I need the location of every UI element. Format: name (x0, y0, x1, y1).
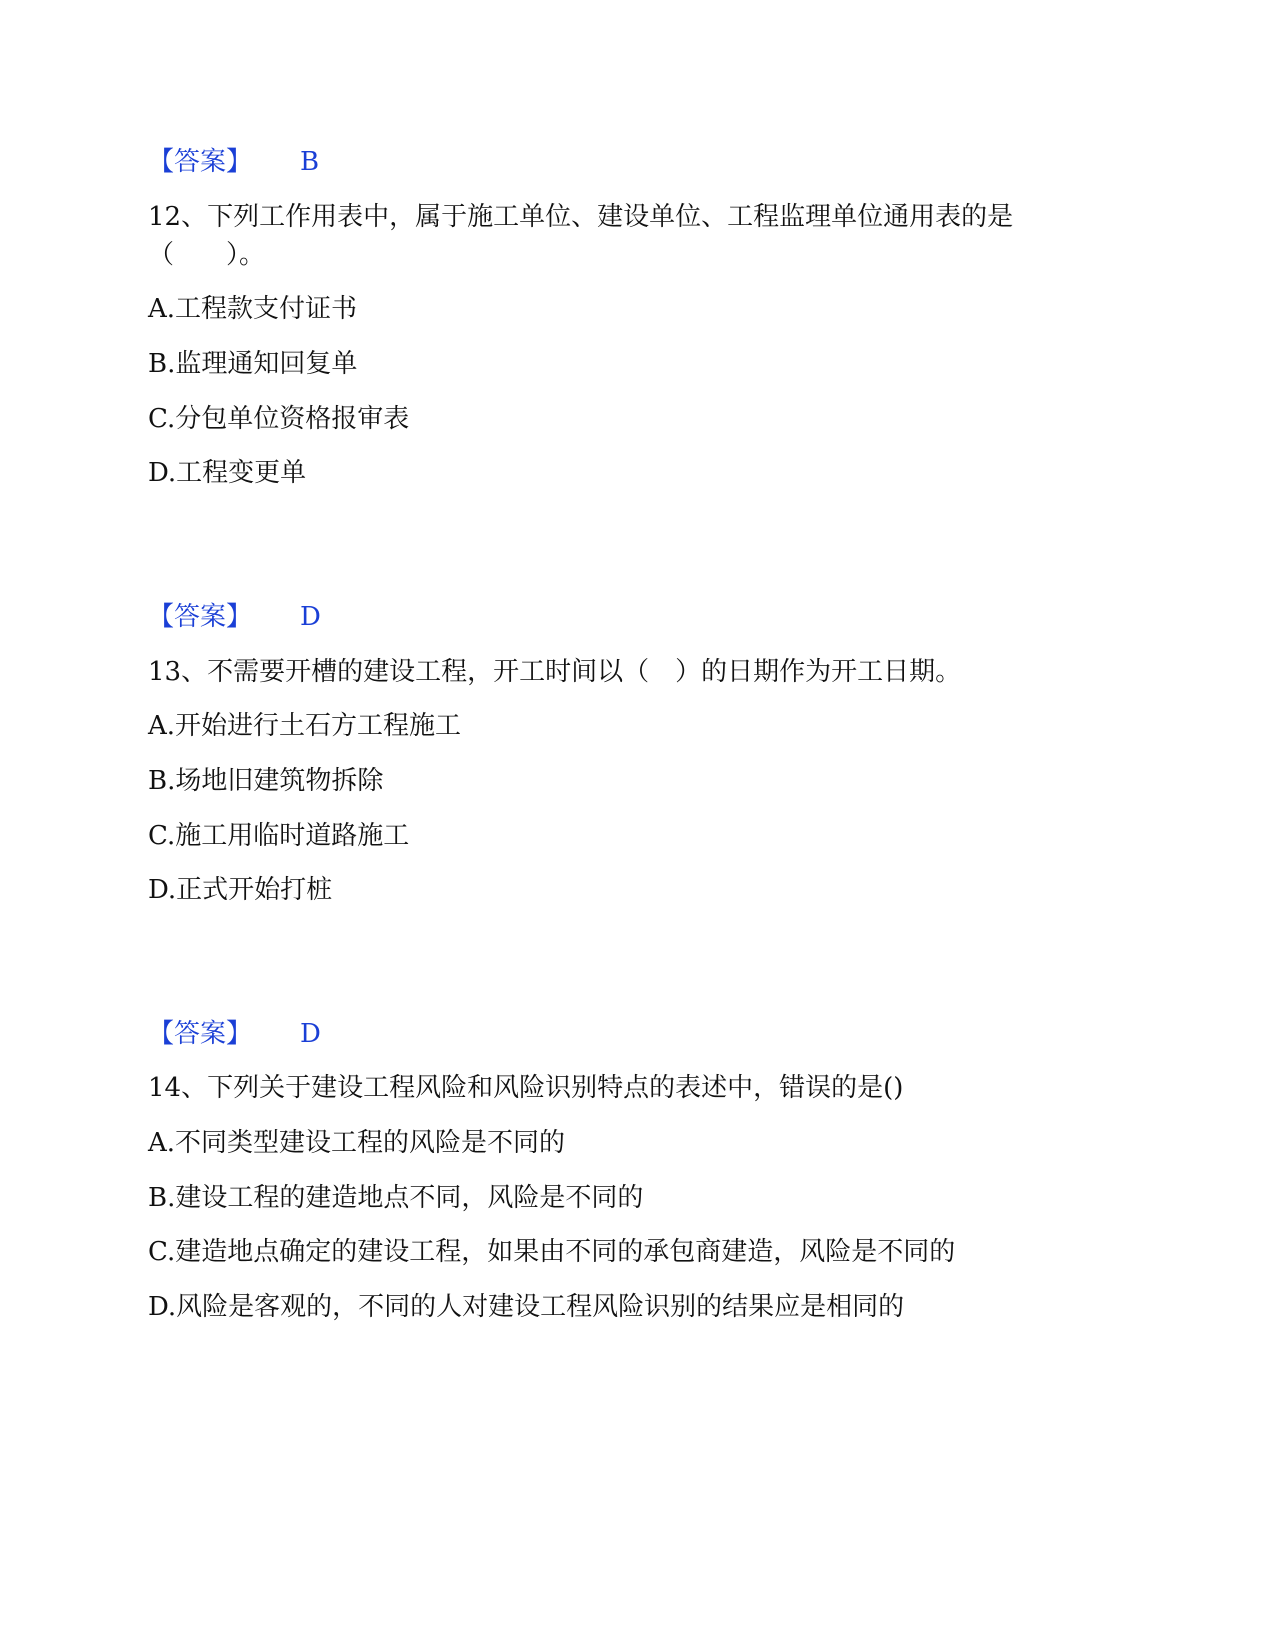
option-d: D.工程变更单 (148, 458, 307, 488)
question-14-text: 14、下列关于建设工程风险和风险识别特点的表述中，错误的是() (148, 1073, 904, 1103)
question-12-text: 12、下列工作用表中，属于施工单位、建设单位、工程监理单位通用表的是 (148, 202, 1014, 232)
option-c: C.分包单位资格报审表 (148, 404, 410, 434)
answer-line (148, 600, 321, 634)
answer-value: D (300, 602, 321, 632)
option-a: A.开始进行土石方工程施工 (148, 711, 462, 741)
answer-label: 【答案】 (148, 147, 253, 177)
answer-line (148, 1017, 321, 1051)
option-d: D.正式开始打桩 (148, 875, 333, 905)
question-13-text: 13、不需要开槽的建设工程，开工时间以（ ）的日期作为开工日期。 (148, 657, 962, 687)
answer-label: 【答案】 (148, 1019, 253, 1049)
option-d: D.风险是客观的，不同的人对建设工程风险识别的结果应是相同的 (148, 1292, 905, 1322)
option-b: B.监理通知回复单 (148, 349, 358, 379)
option-a: A.工程款支付证书 (148, 294, 358, 324)
option-b: B.场地旧建筑物拆除 (148, 766, 384, 796)
answer-value: B (300, 147, 320, 177)
option-a: A.不同类型建设工程的风险是不同的 (148, 1128, 566, 1158)
option-c: C.建造地点确定的建设工程，如果由不同的承包商建造，风险是不同的 (148, 1237, 956, 1267)
option-b: B.建设工程的建造地点不同，风险是不同的 (148, 1183, 644, 1213)
answer-line (148, 145, 319, 179)
answer-value: D (300, 1019, 321, 1049)
question-12-text-cont: （ ）。 (148, 240, 266, 270)
option-c: C.施工用临时道路施工 (148, 821, 410, 851)
answer-label: 【答案】 (148, 602, 253, 632)
